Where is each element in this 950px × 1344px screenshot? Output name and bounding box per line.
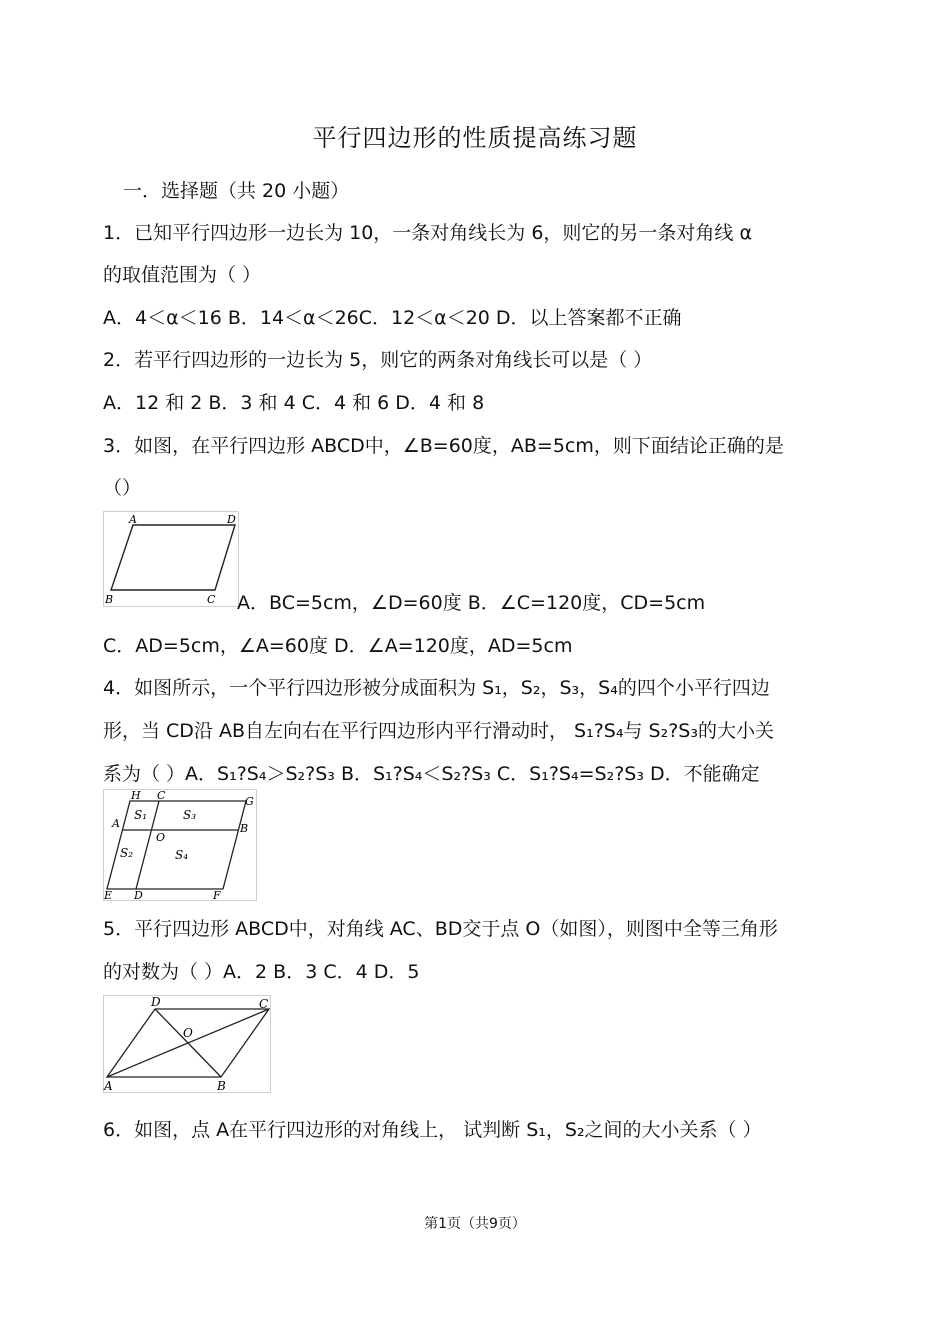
q6-text: 6．如图，点 A在平行四边形的对角线上， 试判断 S₁，S₂之间的大小关系（ ） xyxy=(103,1119,762,1141)
q3-parallelogram-figure xyxy=(103,511,239,607)
q3-label-b: B xyxy=(105,593,114,606)
q4-label-f: F xyxy=(213,889,221,901)
q3-label-d: D xyxy=(227,513,236,526)
q1-options: A．4＜α＜16 B．14＜α＜26C．12＜α＜20 D．以上答案都不正确 xyxy=(103,307,682,329)
q4-label-s2: S₂ xyxy=(120,846,134,860)
q3-label-a: A xyxy=(129,513,137,526)
q2-options: A．12 和 2 B．3 和 4 C．4 和 6 D．4 和 8 xyxy=(103,392,485,414)
q4-text-line1: 4．如图所示，一个平行四边形被分成面积为 S₁，S₂，S₃，S₄的四个小平行四边 xyxy=(103,677,770,699)
page-title: 平行四边形的性质提高练习题 xyxy=(312,124,638,152)
q5-diagonals-figure xyxy=(103,995,271,1093)
q5-label-b: B xyxy=(217,1079,226,1093)
q4-label-d: D xyxy=(134,889,143,901)
page-footer: 第1页（共9页） xyxy=(424,1216,526,1232)
q4-text-line3: 系为（ ）A．S₁?S₄＞S₂?S₃ B．S₁?S₄＜S₂?S₃ C．S₁?S₄=S₂?S₃ D．不能确定 xyxy=(103,763,760,785)
q4-divided-parallelogram-figure xyxy=(103,789,257,901)
q4-label-e: E xyxy=(104,889,113,901)
q5-label-c: C xyxy=(259,997,269,1011)
q4-label-g: G xyxy=(245,795,254,808)
q5-text-line1: 5．平行四边形 ABCD中，对角线 AC、BD交于点 O（如图），则图中全等三角形 xyxy=(103,918,778,940)
q3-text-line1: 3．如图，在平行四边形 ABCD中，∠B=60度，AB=5cm，则下面结论正确的是 xyxy=(103,435,784,457)
q1-text-line2: 的取值范围为（ ） xyxy=(103,264,262,286)
q3-options-cd: C．AD=5cm，∠A=60度 D．∠A=120度，AD=5cm xyxy=(103,635,573,657)
q4-text-line2: 形，当 CD沿 AB自左向右在平行四边形内平行滑动时， S₁?S₄与 S₂?S₃的大小关 xyxy=(103,720,774,742)
q1-text-line1: 1．已知平行四边形一边长为 10，一条对角线长为 6，则它的另一条对角线 α xyxy=(103,222,752,244)
q3-text-line2: （） xyxy=(103,477,142,499)
q5-label-o: O xyxy=(183,1026,193,1040)
q3-label-c: C xyxy=(207,593,216,606)
q5-text-line2: 的对数为（ ）A．2 B．3 C．4 D．5 xyxy=(103,961,420,983)
q4-label-o: O xyxy=(156,831,166,844)
q4-label-s4: S₄ xyxy=(175,848,189,862)
q4-label-s1: S₁ xyxy=(134,808,148,822)
section-heading: 一．选择题（共 20 小题） xyxy=(123,180,350,202)
q5-label-d: D xyxy=(151,995,161,1009)
q4-label-s3: S₃ xyxy=(183,808,197,822)
q4-label-a: A xyxy=(112,817,120,830)
q4-label-h: H xyxy=(131,789,141,802)
q2-text: 2．若平行四边形的一边长为 5，则它的两条对角线长可以是（ ） xyxy=(103,349,653,371)
q3-options-ab: A．BC=5cm，∠D=60度 B．∠C=120度，CD=5cm xyxy=(237,592,706,614)
q5-label-a: A xyxy=(104,1079,113,1093)
q4-label-c: C xyxy=(157,789,166,802)
q4-label-b: B xyxy=(240,822,249,835)
